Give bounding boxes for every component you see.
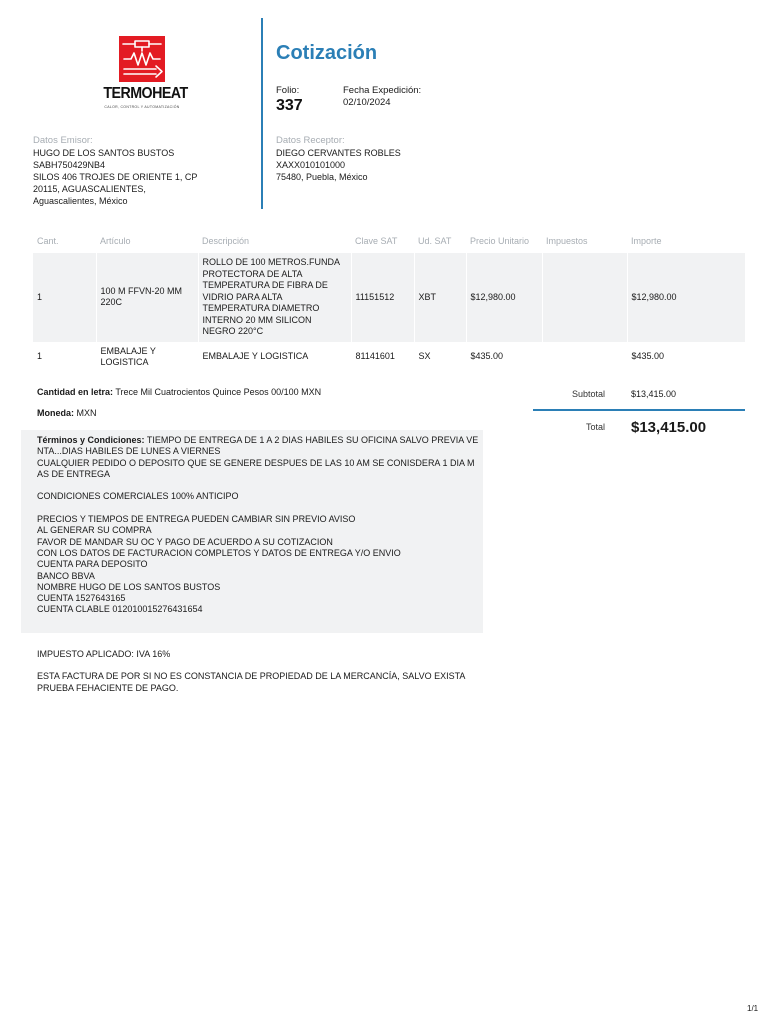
cell-precio: $12,980.00: [466, 253, 542, 342]
emitter-name: HUGO DE LOS SANTOS BUSTOS: [33, 148, 175, 158]
column-header: Impuestos: [546, 236, 588, 247]
amount-words-value: Trece Mil Cuatrocientos Quince Pesos 00/100 MXN: [115, 387, 322, 397]
column-header: Importe: [631, 236, 662, 247]
cell-importe: $435.00: [627, 342, 745, 373]
total-value: $13,415.00: [631, 419, 707, 436]
totals-divider: [533, 409, 745, 411]
cell-clave-sat: 81141601: [351, 342, 414, 373]
subtotal-label: Subtotal: [572, 389, 606, 399]
page-number: 1/1: [747, 1004, 759, 1013]
company-logo: [100, 36, 188, 110]
folio-label: Folio:: [276, 85, 300, 96]
logo-tagline: CALOR, CONTROL Y AUTOMATIZACIÓN: [104, 105, 180, 110]
logo-wordmark: TERMOHEAT: [103, 85, 188, 102]
currency-value: MXN: [76, 408, 97, 418]
subtotal-value: $13,415.00: [631, 389, 677, 399]
heater-icon: [119, 36, 165, 82]
cell-cant: 1: [33, 253, 96, 342]
receiver-rfc: XAXX010101000: [276, 160, 346, 170]
column-header: Clave SAT: [355, 236, 398, 247]
terms-label: Términos y Condiciones:: [37, 435, 145, 445]
folio-value: 337: [276, 97, 303, 114]
items-table: [33, 231, 745, 373]
disclaimer: ESTA FACTURA DE POR SI NO ES CONSTANCIA DE PROPIEDAD DE LA MERCANCÍA, SALVO EXISTA PRUEBA FEHACIENTE DE PAGO.: [37, 671, 465, 693]
table-header-row: [33, 231, 745, 253]
terms-body: TIEMPO DE ENTREGA DE 1 A 2 DIAS HABILES SU OFICINA SALVO PREVIA VE NTA...DIAS HABILES DE LUNES A VIERNES CUALQUIER PEDIDO O DEPOSITO QUE SE GENERE DESPUES DE LAS 10 AM SE CONISDERA 1 DIA M AS DE ENTREGA CONDICIONES COMERCIALES 100% ANTICIPO PRECIOS Y TIEMPOS DE ENTREGA PUEDEN CAMBIAR SIN PREVIO AVISO AL GENERAR SU COMPRA FAVOR DE MANDAR SU OC Y PAGO DE ACUERDO A SU COTIZACION CON LOS DATOS DE FACTURACION COMPLETOS Y DATOS DE ENTREGA Y/O ENVIO CUENTA PARA DEPOSITO BANCO BBVA NOMBRE HUGO DE LOS SANTOS BUSTOS CUENTA 1527643165 CUENTA CLABLE 012010015276431654: [37, 435, 479, 615]
receiver-address: 75480, Puebla, México: [276, 172, 368, 182]
amount-in-words: [37, 387, 517, 399]
cell-cant: 1: [37, 351, 43, 362]
emitter-address-line: Aguascalientes, México: [33, 196, 128, 206]
column-header: Descripción: [202, 236, 250, 247]
emitter-address-line: 20115, AGUASCALIENTES,: [33, 184, 146, 194]
receiver-name: DIEGO CERVANTES ROBLES: [276, 148, 401, 158]
currency: [37, 408, 97, 420]
cell-precio: $435.00: [466, 342, 542, 373]
document-title: Cotización: [276, 42, 378, 64]
emitter-rfc: SABH750429NB4: [33, 160, 106, 170]
currency-label: Moneda:: [37, 408, 74, 418]
receiver-header: Datos Receptor:: [276, 135, 345, 146]
date-label: Fecha Expedición:: [343, 85, 422, 96]
table-row: [33, 342, 745, 373]
emitter-address-line: SILOS 406 TROJES DE ORIENTE 1, CP: [33, 172, 198, 182]
table-row: [33, 253, 745, 342]
cell-clave-sat: 11151512: [351, 253, 414, 342]
cell-importe: $12,980.00: [627, 253, 745, 342]
cell-articulo: EMBALAJE Y LOGISTICA: [96, 342, 198, 373]
receiver-block: [276, 135, 476, 183]
cell-impuestos: [542, 342, 627, 373]
column-header: Cant.: [37, 236, 59, 247]
cell-articulo: 100 M FFVN-20 MM 220C: [96, 253, 198, 342]
cell-descripcion: ROLLO DE 100 METROS.FUNDA PROTECTORA DE ALTA TEMPERATURA DE FIBRA DE VIDRIO PARA ALTA TEMPERATURA DIAMETRO INTERNO 20 MM SILICON NEGRO 220°C: [198, 253, 351, 342]
cell-ud-sat: SX: [414, 342, 466, 373]
total-label: Total: [586, 422, 606, 432]
column-header: Ud. SAT: [418, 236, 452, 247]
date-value: 02/10/2024: [343, 97, 391, 108]
header-divider: [261, 18, 263, 209]
cell-impuestos: [542, 253, 627, 342]
cell-descripcion: EMBALAJE Y LOGISTICA: [198, 342, 351, 373]
column-header: Precio Unitario: [470, 236, 530, 247]
cell-ud-sat: XBT: [414, 253, 466, 342]
amount-words-label: Cantidad en letra:: [37, 387, 114, 397]
tax-applied: IMPUESTO APLICADO: IVA 16%: [37, 649, 171, 659]
emitter-header: Datos Emisor:: [33, 135, 93, 146]
column-header: Artículo: [100, 236, 131, 247]
emitter-block: [33, 135, 233, 207]
terms-and-conditions: [37, 435, 481, 616]
